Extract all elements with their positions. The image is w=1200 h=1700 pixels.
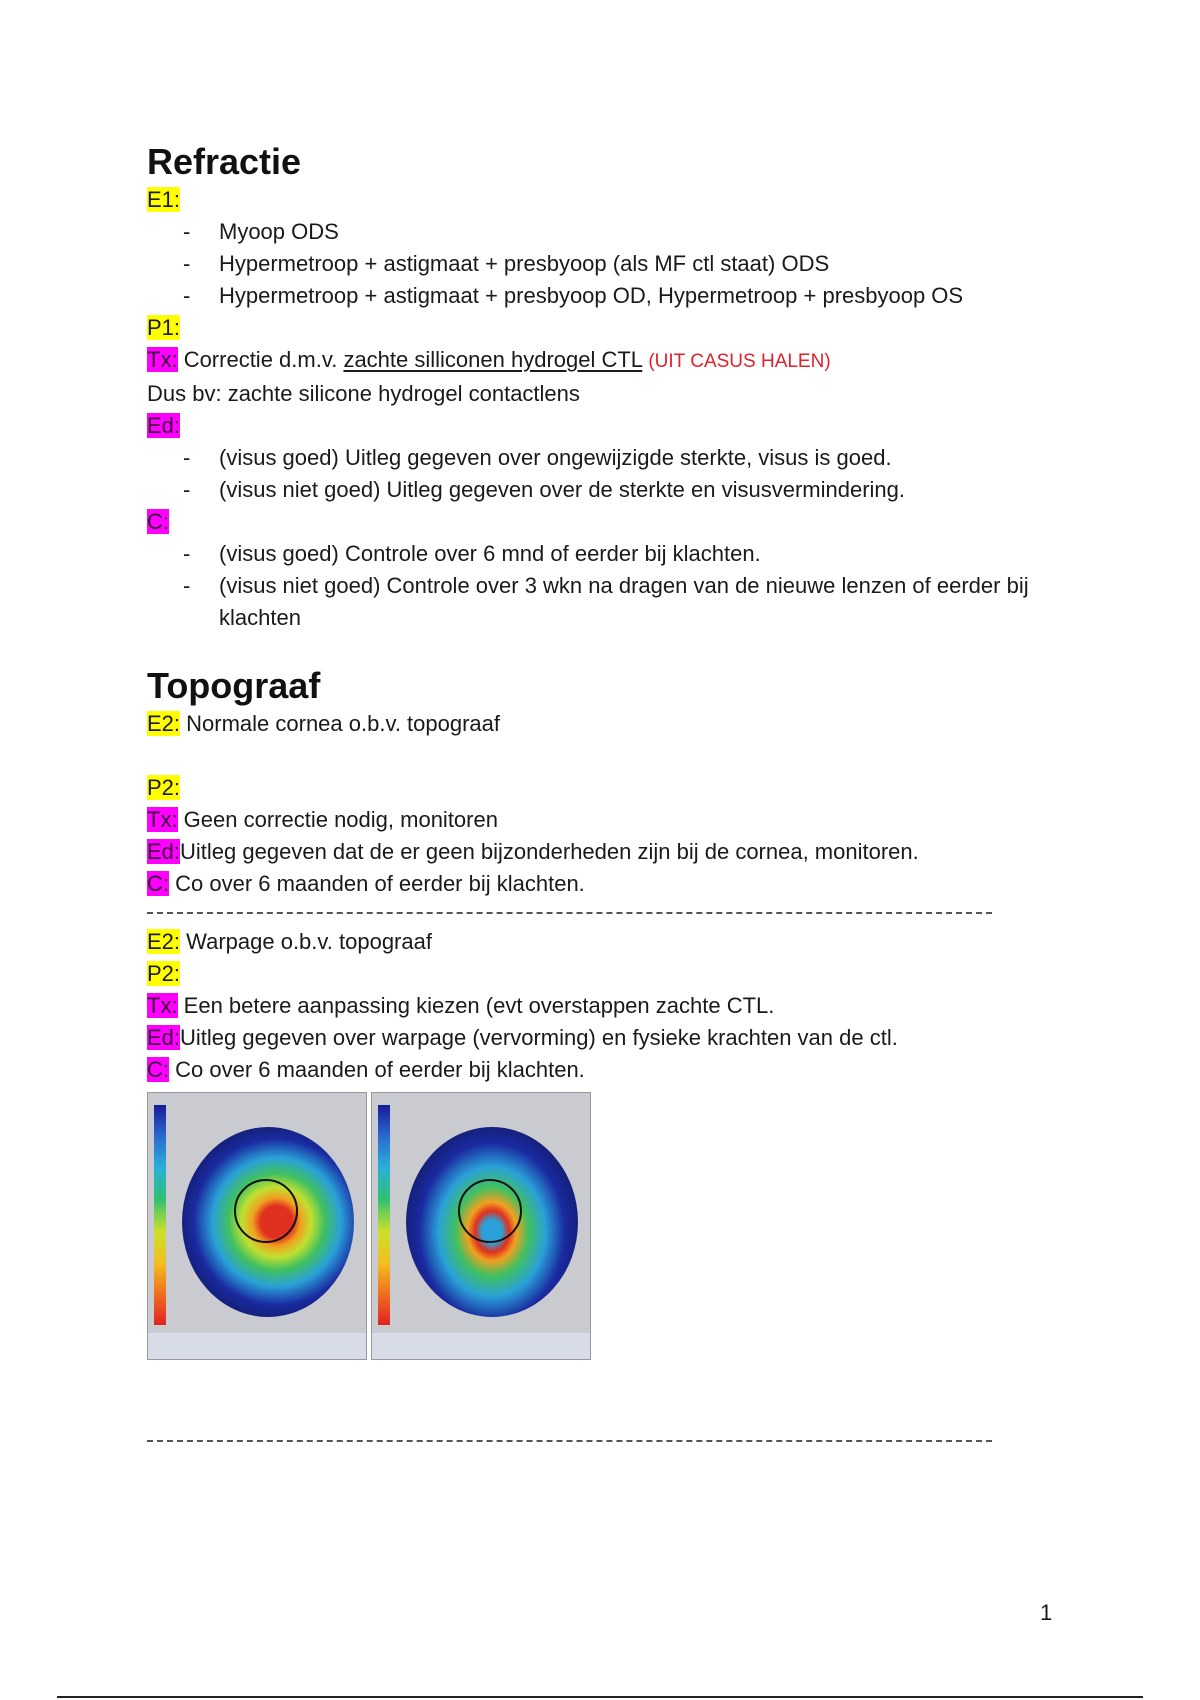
page-number: 1 [1040, 1600, 1053, 1625]
case1-tx: Tx: Geen correctie nodig, monitoren [147, 807, 498, 832]
list-item: - (visus goed) Uitleg gegeven over ongewijzigde sterkte, visus is goed. [183, 445, 892, 470]
topography-map-image [147, 1092, 367, 1360]
case2-tx: Tx: Een betere aanpassing kiezen (evt overstappen zachte CTL. [147, 993, 775, 1018]
case1-e2: E2: Normale cornea o.b.v. topograaf [147, 711, 501, 736]
c-label: C: [147, 509, 169, 534]
section-title-topograaf: Topograaf [147, 665, 321, 706]
tx-note: (UIT CASUS HALEN) [648, 351, 831, 372]
case1-ed: Ed:Uitleg gegeven dat de er geen bijzonderheden zijn bij de cornea, monitoren. [147, 839, 919, 864]
list-item: - Myoop ODS [183, 219, 339, 244]
case1-c: C: Co over 6 maanden of eerder bij klachten. [147, 871, 585, 896]
tx-line: Tx: Correctie d.m.v. zachte silliconen hydrogel CTL (UIT CASUS HALEN) [147, 347, 831, 372]
tx-label: Tx: [147, 347, 178, 372]
footer-rule [57, 1696, 1143, 1698]
list-item: - Hypermetroop + astigmaat + presbyoop OD, Hypermetroop + presbyoop OS [183, 283, 964, 308]
list-item: - (visus niet goed) Uitleg gegeven over de sterkte en visusvermindering. [183, 477, 906, 502]
ed-list [147, 442, 1107, 506]
tx-underlined: zachte silliconen hydrogel CTL [343, 347, 643, 372]
e1-list [147, 216, 1107, 312]
list-item: - (visus goed) Controle over 6 mnd of eerder bij klachten. [183, 541, 761, 566]
ed-label: Ed: [147, 413, 181, 438]
case2-ed: Ed:Uitleg gegeven over warpage (vervorming) en fysieke krachten van de ctl. [147, 1025, 898, 1050]
dashed-separator [147, 1440, 992, 1442]
case2-c: C: Co over 6 maanden of eerder bij klachten. [147, 1057, 585, 1082]
e1-label: E1: [147, 187, 181, 212]
c-list [147, 538, 1107, 634]
case2-e2: E2: Warpage o.b.v. topograaf [147, 929, 432, 954]
document-page [147, 140, 1107, 1454]
p1-label: P1: [147, 315, 181, 340]
dashed-separator [147, 912, 992, 914]
case2-p2-label: P2: [147, 961, 181, 986]
list-item: - (visus niet goed) Controle over 3 wkn na dragen van de nieuwe lenzen of eerder bij klachten [183, 573, 1029, 630]
example-line: Dus bv: zachte silicone hydrogel contactlens [147, 381, 580, 406]
list-item: - Hypermetroop + astigmaat + presbyoop (als MF ctl staat) ODS [183, 251, 830, 276]
case1-p2-label: P2: [147, 775, 181, 800]
topography-images [147, 1092, 1107, 1360]
topography-map-image [371, 1092, 591, 1360]
section-title-refractie: Refractie [147, 141, 302, 182]
